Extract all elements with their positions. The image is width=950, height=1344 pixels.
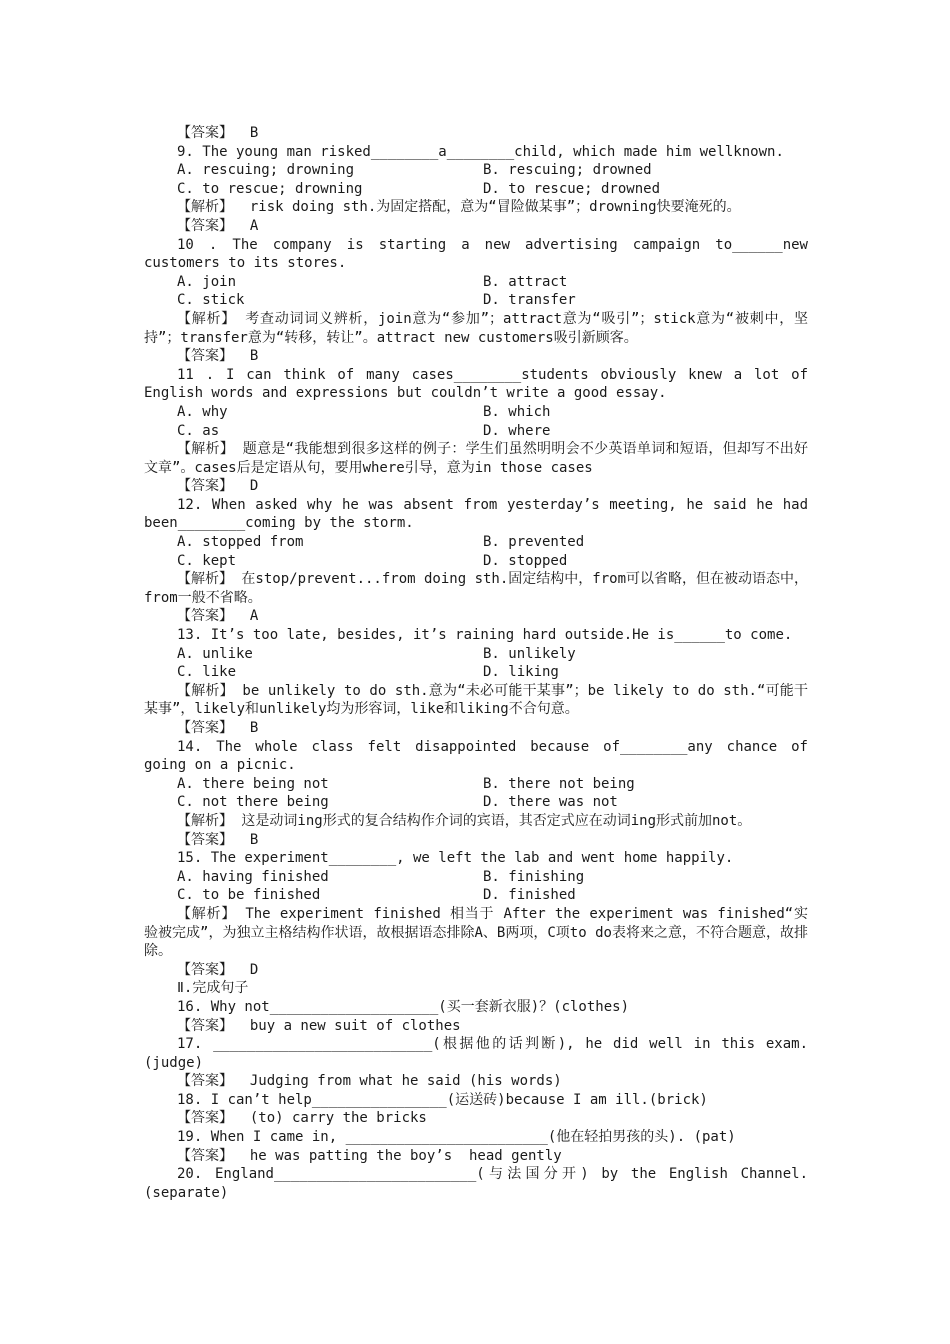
question-line: 15. The experiment________, we left the lab and went home happily.	[177, 850, 734, 867]
question-line: 【解析】 这是动词ing形式的复合结构作介词的宾语，其否定式应在动词ing形式前加not。	[177, 812, 752, 829]
question-line: 【解析】 be unlikely to do sth.意为“未必可能干某事”；be likely to do sth.“可能干某事”，likely和unlikely均为形容词，like和liking不合句意。	[144, 682, 808, 718]
analysis-line: 【解析】 risk doing sth.为固定搭配，意为“冒险做某事”；drowning快要淹死的。	[177, 199, 741, 216]
option-row	[144, 533, 808, 552]
option-text: A. why	[177, 403, 228, 420]
option-row	[144, 775, 808, 794]
option-text: B. there not being	[483, 775, 635, 792]
option-text: D. stopped	[483, 552, 568, 569]
option-row	[144, 403, 808, 422]
question-line: 9. The young man risked________a________child, which made him wellknown.	[177, 143, 784, 160]
question-line: Ⅱ.完成句子	[177, 980, 249, 997]
option-row	[144, 180, 808, 199]
option-row	[144, 422, 808, 441]
question-line: 13. It’s too late, besides, it’s raining hard outside.He is______to come.	[177, 627, 793, 644]
option-text: B. attract	[483, 273, 568, 290]
option-text: A. unlike	[177, 645, 253, 662]
question-line: 10 . The company is starting a new advertising campaign to______new customers to its stores.	[144, 236, 808, 272]
option-row	[144, 868, 808, 887]
answer-line: 【答案】 buy a new suit of clothes	[177, 1017, 461, 1034]
option-row	[144, 886, 808, 905]
question-line: 16. Why not____________________(买一套新衣服)？(clothes)	[177, 998, 630, 1015]
option-text: B. prevented	[483, 534, 585, 551]
option-row	[144, 552, 808, 571]
option-text: B. unlikely	[483, 645, 576, 662]
option-text: D. where	[483, 422, 551, 439]
option-text: B. finishing	[483, 868, 585, 885]
option-text: C. not there being	[177, 794, 329, 811]
option-row	[144, 161, 808, 180]
option-text: A. stopped from	[177, 534, 304, 551]
answer-line: 【答案】 B	[177, 348, 259, 365]
question-line: 19. When I came in, ________________________(他在轻拍男孩的头). (pat)	[177, 1129, 736, 1146]
option-row	[144, 663, 808, 682]
option-row	[144, 273, 808, 292]
option-text: B. rescuing; drowned	[483, 162, 652, 179]
answer-line: 【答案】 Judging from what he said (his words)	[177, 1073, 562, 1090]
option-text: C. to rescue; drowning	[177, 180, 363, 197]
answer-line: 【答案】 D	[177, 961, 259, 978]
question-line: 12. When asked why he was absent from yesterday’s meeting, he said he had been________coming by the storm.	[144, 496, 808, 532]
option-text: A. rescuing; drowning	[177, 162, 355, 179]
option-row	[144, 291, 808, 310]
option-text: A. there being not	[177, 775, 329, 792]
option-text: C. to be finished	[177, 887, 321, 904]
question-line: 17. __________________________(根据他的话判断), he did well in this exam.(judge)	[144, 1036, 808, 1071]
answer-line: 【答案】 A	[177, 608, 259, 625]
answer-line: 【答案】 D	[177, 478, 259, 495]
question-line: 11 . I can think of many cases________students obviously knew a lot of English words and expressions but couldn’t write a good essay.	[144, 366, 808, 402]
question-line: 【解析】 题意是“我能想到很多这样的例子：学生们虽然明明会不少英语单词和短语，但却写不出好文章”。cases后是定语从句，要用where引导，意为in those cases	[144, 441, 808, 476]
answer-line: 【答案】 B	[177, 125, 259, 141]
option-text: A. having finished	[177, 868, 329, 885]
option-text: D. to rescue; drowned	[483, 180, 661, 197]
answer-line: 【答案】 A	[177, 217, 259, 234]
option-text: B. which	[483, 403, 551, 420]
answer-line: 【答案】 he was patting the boy’s head gently	[177, 1147, 562, 1164]
option-row	[144, 793, 808, 812]
option-text: D. there was not	[483, 794, 618, 811]
option-text: D. liking	[483, 664, 559, 681]
document-page	[144, 124, 808, 1202]
question-line: 14. The whole class felt disappointed because of________any chance of going on a picnic.	[144, 738, 808, 774]
option-text: A. join	[177, 273, 237, 290]
question-line: 【解析】 The experiment finished 相当于 After the experiment was finished“实验被完成”，为独立主格结构作状语，故根据语态排除A、B两项，C项to do表将来之意，不符合题意，故排除。	[144, 905, 808, 960]
option-text: C. kept	[177, 552, 237, 569]
option-text: C. stick	[177, 292, 245, 309]
question-line: 20. England________________________(与法国分开) by the English Channel.(separate)	[144, 1166, 808, 1201]
answer-line: 【答案】 B	[177, 831, 259, 848]
question-line: 【解析】 考查动词词义辨析，join意为“参加”；attract意为“吸引”；stick意为“被刺中，坚持”；transfer意为“转移，转让”。attract new customers吸引新顾客。	[144, 310, 808, 346]
option-text: D. finished	[483, 887, 576, 904]
question-line: 18. I can’t help________________(运送砖)because I am ill.(brick)	[177, 1091, 708, 1108]
option-text: C. like	[177, 664, 237, 681]
option-text: D. transfer	[483, 292, 576, 309]
option-text: C. as	[177, 422, 220, 439]
answer-line: 【答案】 B	[177, 720, 259, 736]
option-row	[144, 645, 808, 664]
question-line: 【解析】 在stop/prevent...from doing sth.固定结构中，from可以省略，但在被动语态中，from一般不省略。	[144, 571, 809, 606]
answer-line: 【答案】 (to) carry the bricks	[177, 1110, 427, 1127]
